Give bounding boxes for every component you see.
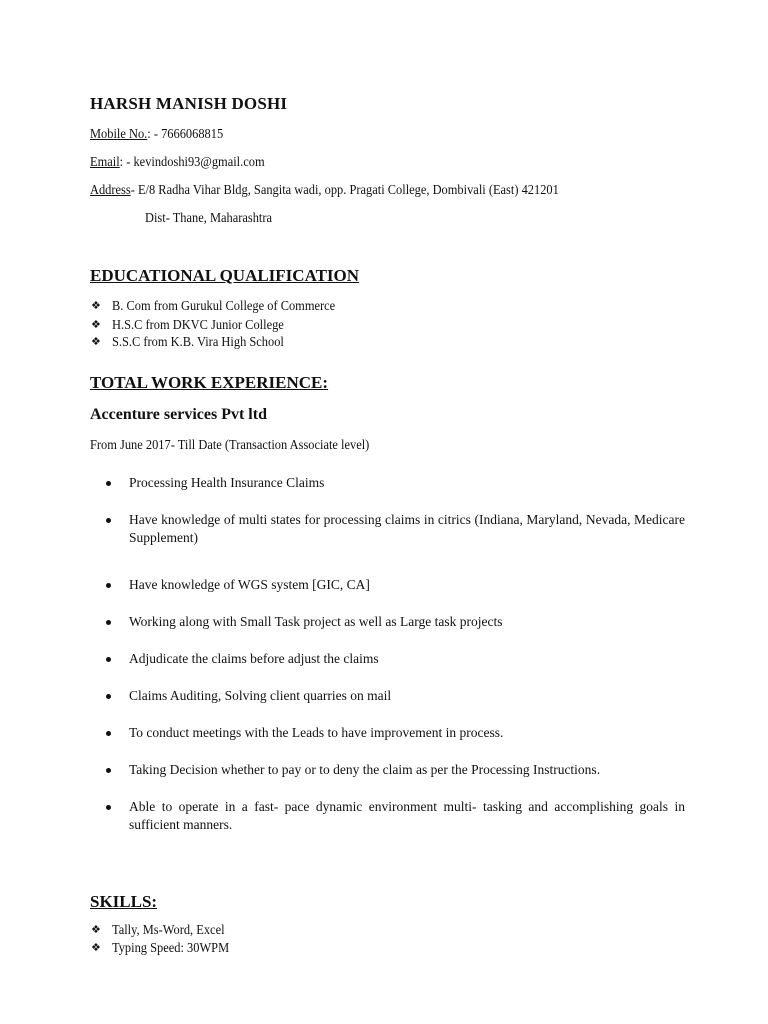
education-heading: EDUCATIONAL QUALIFICATION <box>90 266 360 285</box>
company-name: Accenture services Pvt ltd <box>90 406 267 423</box>
experience-item: Claims Auditing, Solving client quarries on mail <box>129 688 392 703</box>
experience-period: From June 2017- Till Date (Transaction Associate level) <box>90 437 370 452</box>
experience-item: Adjudicate the claims before adjust the claims <box>129 651 379 666</box>
email-value: : - kevindoshi93@gmail.com <box>119 154 265 169</box>
experience-item: Able to operate in a fast- pace dynamic environment multi- tasking and accomplishing goals in sufficient manners. <box>129 799 685 832</box>
mobile-value: : - 7666068815 <box>147 126 224 141</box>
skills-heading: SKILLS: <box>90 892 158 911</box>
address-value: - E/8 Radha Vihar Bldg, Sangita wadi, opp. Pragati College, Dombivali (East) 421201 <box>130 182 559 197</box>
mobile-label: Mobile No. <box>90 126 148 141</box>
round-bullet-icon <box>106 694 111 699</box>
address-line-2: Dist- Thane, Maharashtra <box>145 210 273 225</box>
diamond-bullet-icon: ❖ <box>91 335 101 348</box>
education-item: B. Com from Gurukul College of Commerce <box>112 298 336 313</box>
round-bullet-icon <box>106 731 111 736</box>
experience-item: Working along with Small Task project as well as Large task projects <box>129 614 503 629</box>
skills-item: Typing Speed: 30WPM <box>112 940 230 955</box>
round-bullet-icon <box>106 805 111 810</box>
experience-heading: TOTAL WORK EXPERIENCE: <box>90 373 329 392</box>
round-bullet-icon <box>106 518 111 523</box>
experience-item: Have knowledge of multi states for processing claims in citrics (Indiana, Maryland, Nevada, Medicare Supplement) <box>129 512 685 545</box>
round-bullet-icon <box>106 481 111 486</box>
round-bullet-icon <box>106 657 111 662</box>
diamond-bullet-icon: ❖ <box>91 941 101 954</box>
candidate-name: HARSH MANISH DOSHI <box>90 94 288 113</box>
email-label: Email <box>90 154 120 169</box>
round-bullet-icon <box>106 583 111 588</box>
experience-item: Taking Decision whether to pay or to deny the claim as per the Processing Instructions. <box>129 762 601 777</box>
address-label: Address <box>90 182 131 197</box>
email-line <box>90 154 265 170</box>
education-item: S.S.C from K.B. Vira High School <box>112 334 284 349</box>
mobile-line <box>90 126 223 142</box>
experience-item: To conduct meetings with the Leads to have improvement in process. <box>129 725 504 740</box>
experience-item: Have knowledge of WGS system [GIC, CA] <box>129 577 370 592</box>
diamond-bullet-icon: ❖ <box>91 318 101 331</box>
round-bullet-icon <box>106 620 111 625</box>
round-bullet-icon <box>106 768 111 773</box>
diamond-bullet-icon: ❖ <box>91 299 101 312</box>
address-line <box>90 182 559 198</box>
experience-item: Processing Health Insurance Claims <box>129 475 325 490</box>
diamond-bullet-icon: ❖ <box>91 923 101 936</box>
education-item: H.S.C from DKVC Junior College <box>112 317 284 332</box>
skills-item: Tally, Ms-Word, Excel <box>112 922 225 937</box>
